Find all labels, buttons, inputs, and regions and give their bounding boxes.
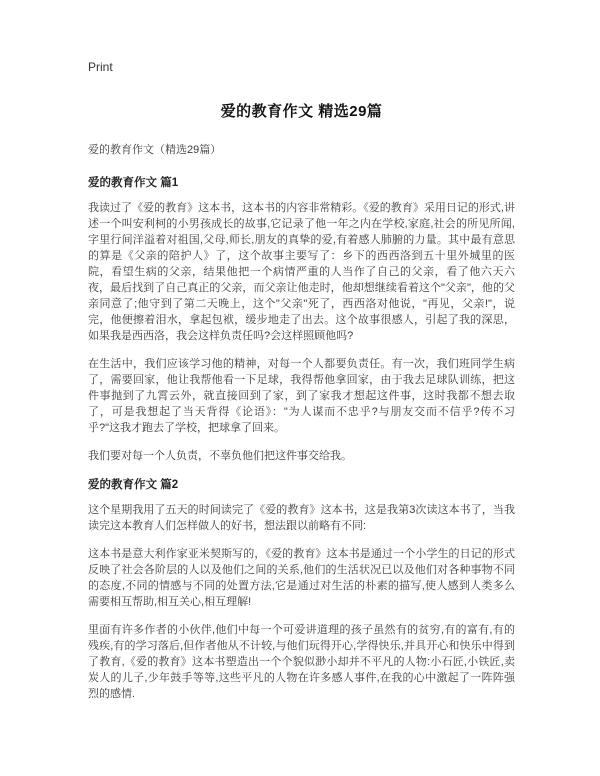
paragraph: 里面有许多作者的小伙伴,他们中每一个可爱讲道理的孩子虽然有的贫穷,有的富有,有的残疾,有的学习落后,但作者他从不计较,与他们玩得开心,学得快乐,并具开心和快乐中得到了教育,《爱的教育》这本书塑造出一个个貌似渺小却并不平凡的人物:小石匠,小铁匠,卖炭人的儿子,少年鼓手等等,这些平凡的人物在许多感人事件,在我的心中激起了一阵阵强烈的感情. bbox=[88, 624, 515, 700]
essay-section-2 bbox=[88, 476, 515, 702]
document-title: 爱的教育作文 精选29篇 bbox=[220, 103, 383, 120]
section-heading-2: 爱的教育作文 篇2 bbox=[88, 479, 179, 491]
section-heading-1: 爱的教育作文 篇1 bbox=[88, 177, 179, 189]
paragraph: 我读过了《爱的教育》这本书，这本书的内容非常精彩。《爱的教育》采用日记的形式,讲述一个叫安利柯的小男孩成长的故事,它记录了他一年之内在学校,家庭,社会的所见所闻,字里行间洋溢着对祖国,父母,师长,朋友的真挚的爱,有着感人肺腑的力量。其中最有意思的算是《父亲的陪护人》了，这个故事主要写了：乡下的西西洛到五十里外城里的医院，看望生病的父亲，结果他把一个病情严重的人当作了自己的父亲，看了他六天六夜，最后找到了自己真正的父亲，而父亲让他走时，他却想继续看着这个"父亲"，他的父亲同意了;他守到了第二天晚上，这个"父亲"死了，西西洛对他说，"再见，父亲!"，说完，他便擦着泪水，拿起包袱，缓步地走了出去。这个故事很感人，引起了我的深思，如果我是西西洛，我会这样负责任吗?会这样照顾他吗? bbox=[88, 202, 515, 342]
print-button[interactable]: Print bbox=[88, 60, 113, 74]
document-subtitle: 爱的教育作文（精选29篇） bbox=[88, 144, 222, 156]
paragraph: 这个星期我用了五天的时间读完了《爱的教育》这本书，这是我第3次读这本书了，当我读完这本教育人们怎样做人的好书，想法跟以前略有不同: bbox=[88, 504, 515, 532]
essay-section-1 bbox=[88, 174, 515, 464]
paragraph: 在生活中，我们应该学习他的精神，对每一个人都要负责任。有一次，我们班同学生病了，需要回家，他让我帮他看一下足球，我得帮他拿回家，由于我去足球队训练，把这件事抛到了九霄云外，就直接回到了家，到了家我才想起这件事，这时我都不想去取了，可是我想起了当天背得《论语》："为人谋而不忠乎?与朋友交而不信乎?传不习乎?"这我才跑去了学校，把球拿了回来。 bbox=[88, 358, 515, 434]
paragraph: 我们要对每一个人负责，不辜负他们把这件事交给我。 bbox=[88, 450, 352, 462]
paragraph: 这本书是意大利作家亚米契斯写的，《爱的教育》这本书是通过一个小学生的日记的形式反映了社会各阶层的人以及他们之间的关系,他们的生活状况已以及他们对各种事物不同的态度,不同的情感与不同的处置方法,它是通过对生活的朴素的描写,使人感到人类多么需要相互帮助,相互关心,相互理解! bbox=[88, 548, 515, 608]
